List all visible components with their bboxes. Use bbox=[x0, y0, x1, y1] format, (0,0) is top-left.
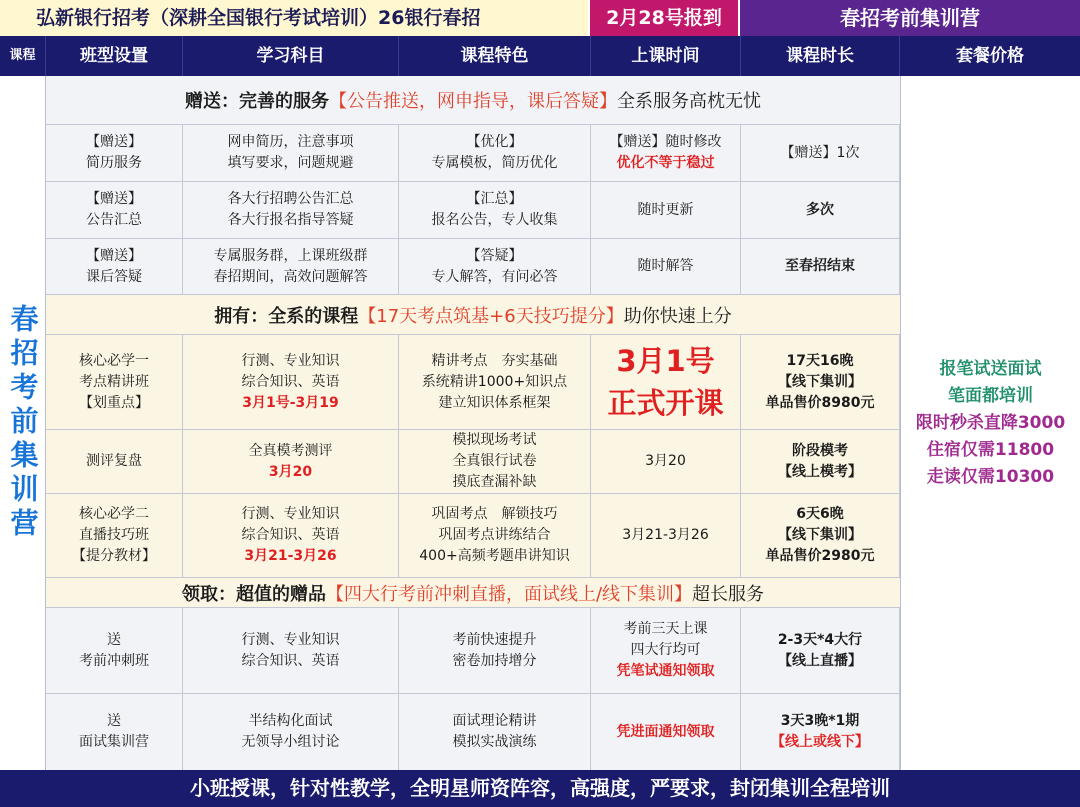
header-course: 课程 bbox=[0, 36, 46, 76]
promo-line: 限时秒杀直降3000 bbox=[915, 412, 1066, 433]
subject-dates: 3月1号-3月19 bbox=[242, 394, 339, 411]
subject-line: 全真模考测评 bbox=[248, 442, 333, 459]
subject-line: 专属服务群，上课班级群 bbox=[213, 247, 368, 264]
duration-line: 6天6晚 bbox=[796, 506, 844, 522]
row-interview-features bbox=[399, 694, 591, 770]
feature-line: 面试理论精讲 bbox=[452, 713, 537, 729]
top-banner bbox=[0, 0, 1080, 36]
row-qa-duration bbox=[741, 239, 900, 295]
type-line: 【赠送】 bbox=[86, 134, 142, 150]
subject-dates: 3月21-3月26 bbox=[244, 548, 337, 564]
row-eval-features bbox=[399, 430, 591, 494]
subject-line: 行测、专业知识 bbox=[241, 506, 340, 522]
feature-line: 精讲考点 夯实基础 bbox=[431, 352, 558, 369]
row-core2-type bbox=[46, 494, 183, 578]
row-qa-features bbox=[399, 239, 591, 295]
banner-date-badge: 2月28号报到 bbox=[590, 0, 740, 36]
row-resume-features bbox=[399, 125, 591, 182]
row-notice-duration bbox=[741, 182, 900, 239]
type-line: 课后答疑 bbox=[86, 268, 142, 285]
time-warning: 凭笔试通知领取 bbox=[616, 663, 715, 679]
section-bonus-tail: 超长服务 bbox=[692, 583, 765, 605]
duration-line: 【线下集训】 bbox=[778, 373, 862, 390]
duration-line: 17天16晚 bbox=[786, 352, 854, 369]
header-features: 课程特色 bbox=[399, 36, 591, 76]
type-line: 核心必学一 bbox=[79, 352, 149, 369]
feature-line: 400+高频考题串讲知识 bbox=[419, 548, 570, 564]
type-line: 【赠送】 bbox=[86, 191, 142, 207]
type-line: 直播技巧班 bbox=[79, 527, 149, 543]
row-core1-type bbox=[46, 335, 183, 430]
type-line: 核心必学二 bbox=[79, 506, 149, 522]
duration-line: 【线上模考】 bbox=[778, 463, 862, 480]
time-line: 四大行均可 bbox=[630, 642, 701, 658]
subject-line: 各大行招聘公告汇总 bbox=[227, 191, 354, 207]
row-notice-features bbox=[399, 182, 591, 239]
row-eval-type bbox=[46, 430, 183, 494]
subject-line: 各大行报名指导答疑 bbox=[227, 212, 354, 228]
feature-line: 专人解答，有问必答 bbox=[431, 268, 558, 285]
type-line: 送 bbox=[107, 713, 121, 729]
header-subjects: 学习科目 bbox=[183, 36, 399, 76]
subject-line: 填写要求，问题规避 bbox=[227, 155, 354, 171]
duration-line: 3天3晚*1期 bbox=[780, 713, 860, 729]
subject-line: 无领导小组讨论 bbox=[241, 734, 340, 750]
subject-line: 综合知识、英语 bbox=[241, 652, 340, 669]
subject-line: 网申简历，注意事项 bbox=[227, 134, 354, 150]
duration-line: 【赠送】1次 bbox=[780, 144, 860, 161]
type-line: 【提分教材】 bbox=[72, 548, 156, 564]
section-gift-banner bbox=[46, 76, 900, 125]
header-price: 套餐价格 bbox=[900, 36, 1080, 76]
row-interview-duration bbox=[741, 694, 900, 770]
start-notice bbox=[591, 335, 741, 430]
feature-line: 模拟实战演练 bbox=[452, 734, 537, 750]
row-eval-subjects bbox=[183, 430, 399, 494]
course-name-column bbox=[0, 76, 46, 770]
section-gift-highlight: 【公告推送，网申指导，课后答疑】 bbox=[329, 91, 617, 112]
header-time: 上课时间 bbox=[591, 36, 741, 76]
start-date: 3月1号 bbox=[616, 344, 715, 378]
start-label: 正式开课 bbox=[607, 386, 724, 420]
footer-slogan: 小班授课，针对性教学，全明星师资阵容，高强度，严要求，封闭集训全程培训 bbox=[0, 770, 1080, 807]
feature-line: 【优化】 bbox=[466, 134, 523, 150]
row-core1-subjects bbox=[183, 335, 399, 430]
feature-line: 全真银行试卷 bbox=[452, 453, 537, 469]
section-own-highlight: 【17天考点筑基+6天技巧提分】 bbox=[358, 305, 624, 327]
row-core2-duration bbox=[741, 494, 900, 578]
duration-line: 至春招结束 bbox=[785, 258, 855, 274]
duration-mode: 【线上或线下】 bbox=[771, 734, 869, 750]
subject-line: 综合知识、英语 bbox=[241, 527, 340, 543]
row-resume-type bbox=[46, 125, 183, 182]
banner-title: 弘新银行招考（深耕全国银行考试培训）26银行春招 bbox=[0, 0, 590, 36]
feature-line: 专属模板，简历优化 bbox=[431, 155, 558, 171]
row-resume-time bbox=[591, 125, 741, 182]
row-core2-subjects bbox=[183, 494, 399, 578]
duration-line: 单品售价8980元 bbox=[765, 394, 875, 411]
time-warning: 凭进面通知领取 bbox=[616, 723, 715, 740]
feature-line: 报名公告，专人收集 bbox=[431, 212, 558, 228]
section-own-banner bbox=[46, 295, 900, 335]
time-line: 3月21-3月26 bbox=[622, 527, 709, 543]
row-eval-duration bbox=[741, 430, 900, 494]
feature-line: 系统精讲1000+知识点 bbox=[421, 373, 568, 390]
duration-line: 2-3天*4大行 bbox=[777, 631, 863, 648]
time-line: 随时更新 bbox=[637, 201, 694, 218]
duration-line: 单品售价2980元 bbox=[765, 548, 875, 564]
feature-line: 巩固考点 解锁技巧 bbox=[431, 506, 558, 522]
feature-line: 密卷加持增分 bbox=[452, 652, 537, 669]
promo-line: 报笔试送面试 bbox=[939, 358, 1042, 379]
type-line: 公告汇总 bbox=[86, 212, 142, 228]
type-line: 面试集训营 bbox=[79, 734, 149, 750]
type-line: 送 bbox=[107, 631, 121, 648]
subject-line: 综合知识、英语 bbox=[241, 373, 340, 390]
promo-line: 走读仅需10300 bbox=[926, 466, 1055, 487]
subject-dates: 3月20 bbox=[268, 463, 313, 480]
type-line: 【划重点】 bbox=[79, 394, 149, 411]
row-qa-type bbox=[46, 239, 183, 295]
banner-camp-title: 春招考前集训营 bbox=[740, 0, 1080, 36]
promo-line: 住宿仅需11800 bbox=[926, 439, 1055, 460]
row-sprint-features bbox=[399, 608, 591, 694]
feature-line: 摸底查漏补缺 bbox=[452, 474, 537, 490]
row-sprint-type bbox=[46, 608, 183, 694]
feature-line: 【汇总】 bbox=[466, 191, 523, 207]
header-duration: 课程时长 bbox=[741, 36, 900, 76]
section-bonus-lead: 领取：超值的赠品 bbox=[181, 583, 326, 605]
time-line: 随时解答 bbox=[637, 258, 694, 274]
type-line: 考点精讲班 bbox=[79, 373, 149, 390]
row-notice-subjects bbox=[183, 182, 399, 239]
subject-line: 行测、专业知识 bbox=[241, 631, 340, 648]
section-own-lead: 拥有：全系的课程 bbox=[214, 305, 359, 327]
time-line: 3月20 bbox=[645, 453, 686, 469]
row-resume-duration bbox=[741, 125, 900, 182]
type-line: 简历服务 bbox=[86, 155, 142, 171]
row-eval-time bbox=[591, 430, 741, 494]
row-notice-type bbox=[46, 182, 183, 239]
course-vertical-label: 春招考前集训营 bbox=[6, 304, 40, 542]
type-line: 测评复盘 bbox=[86, 453, 142, 469]
subject-line: 半结构化面试 bbox=[248, 713, 333, 729]
subject-line: 行测、专业知识 bbox=[241, 352, 340, 369]
section-bonus-banner bbox=[46, 578, 900, 608]
row-qa-subjects bbox=[183, 239, 399, 295]
price-column bbox=[900, 76, 1080, 770]
time-line: 考前三天上课 bbox=[623, 621, 708, 637]
section-own-tail: 助你快速上分 bbox=[623, 305, 732, 327]
header-class-type: 班型设置 bbox=[46, 36, 183, 76]
row-core1-duration bbox=[741, 335, 900, 430]
time-line: 【赠送】随时修改 bbox=[609, 134, 722, 150]
promo-line: 笔面都培训 bbox=[948, 385, 1033, 406]
feature-line: 模拟现场考试 bbox=[452, 432, 537, 448]
type-line: 考前冲刺班 bbox=[79, 652, 149, 669]
row-core1-features bbox=[399, 335, 591, 430]
row-interview-subjects bbox=[183, 694, 399, 770]
feature-line: 考前快速提升 bbox=[452, 631, 537, 648]
row-notice-time bbox=[591, 182, 741, 239]
feature-line: 【答疑】 bbox=[466, 247, 523, 264]
section-gift-lead: 赠送：完善的服务 bbox=[185, 91, 329, 112]
feature-line: 建立知识体系框架 bbox=[438, 394, 551, 411]
row-interview-time bbox=[591, 694, 741, 770]
section-gift-tail: 全系服务高枕无忧 bbox=[617, 91, 761, 112]
row-interview-type bbox=[46, 694, 183, 770]
row-sprint-subjects bbox=[183, 608, 399, 694]
feature-line: 巩固考点讲练结合 bbox=[438, 527, 551, 543]
subject-line: 春招期间，高效问题解答 bbox=[213, 268, 368, 285]
row-core2-time bbox=[591, 494, 741, 578]
row-resume-subjects bbox=[183, 125, 399, 182]
duration-line: 阶段模考 bbox=[792, 442, 848, 459]
duration-line: 【线下集训】 bbox=[778, 527, 862, 543]
row-sprint-duration bbox=[741, 608, 900, 694]
row-qa-time bbox=[591, 239, 741, 295]
section-bonus-highlight: 【四大行考前冲刺直播，面试线上/线下集训】 bbox=[325, 583, 693, 605]
type-line: 【赠送】 bbox=[86, 247, 142, 264]
time-warning: 优化不等于稳过 bbox=[616, 155, 715, 171]
duration-line: 【线上直播】 bbox=[778, 652, 862, 669]
row-sprint-time bbox=[591, 608, 741, 694]
duration-line: 多次 bbox=[806, 201, 834, 218]
row-core2-features bbox=[399, 494, 591, 578]
